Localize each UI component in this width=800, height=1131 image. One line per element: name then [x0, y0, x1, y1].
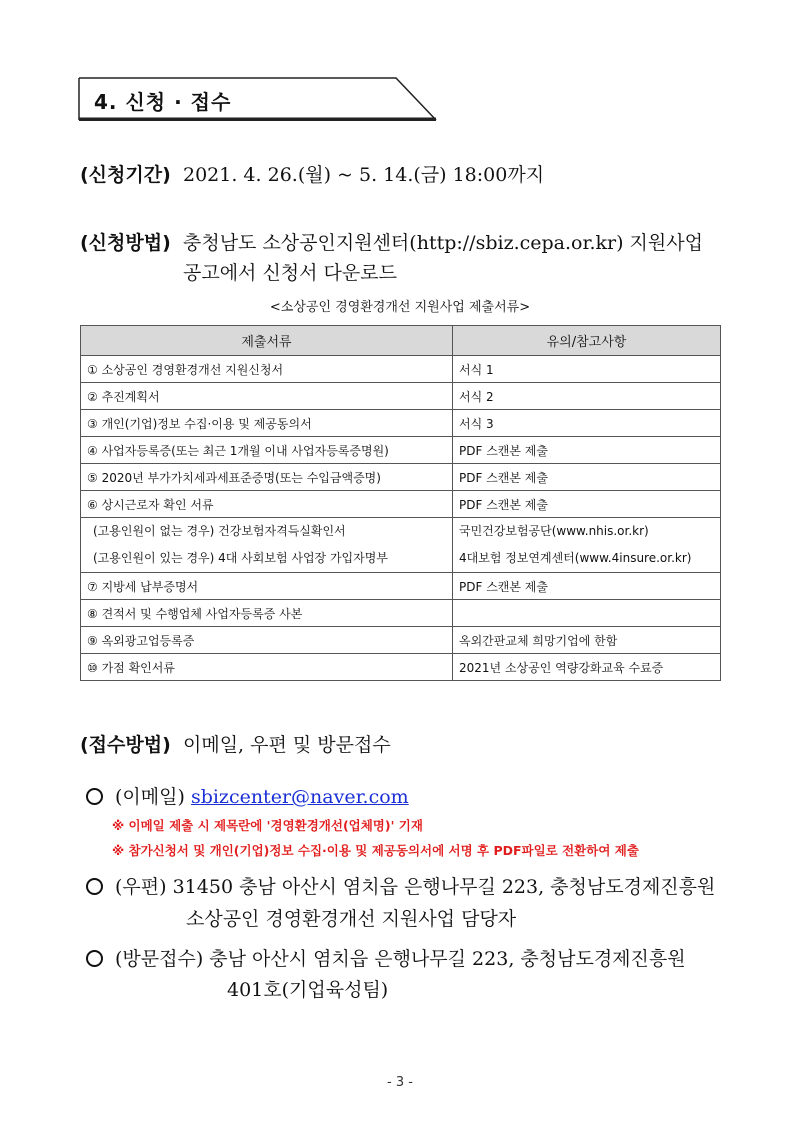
table-row [81, 437, 721, 464]
email-label: (이메일) [115, 786, 185, 808]
email-note-1: ※ 이메일 제출 시 제목란에 '경영환경개선(업체명)' 기재 [112, 818, 423, 833]
doc-cell: ⑥ 상시근로자 확인 서류 [81, 491, 453, 518]
page-number: - 3 - [387, 1075, 413, 1090]
doc-cell-multiline [81, 518, 453, 573]
table-header-row [81, 326, 721, 356]
table-row [81, 356, 721, 383]
visit-line2: 401호(기업육성팀) [227, 979, 389, 1001]
doc-cell: ④ 사업자등록증(또는 최근 1개월 이내 사업자등록증명원) [81, 437, 453, 464]
note-cell: 2021년 소상공인 역량강화교육 수료증 [453, 654, 721, 681]
doc-cell: ⑦ 지방세 납부증명서 [81, 573, 453, 600]
note-cell: PDF 스캔본 제출 [453, 573, 721, 600]
table-row [81, 464, 721, 491]
mail-label: (우편) [115, 876, 167, 898]
email-link[interactable]: sbizcenter@naver.com [190, 786, 409, 808]
period-label: (신청기간) [80, 164, 171, 186]
header-docs: 제출서류 [81, 326, 453, 356]
note-cell: 서식 1 [453, 356, 721, 383]
visit-label: (방문접수) [115, 948, 204, 970]
doc-cell: ① 소상공인 경영환경개선 지원신청서 [81, 356, 453, 383]
note-cell: 서식 2 [453, 383, 721, 410]
documents-table [80, 325, 721, 681]
period-text: 2021. 4. 26.(월) ~ 5. 14.(금) 18:00까지 [183, 164, 545, 186]
table-row [81, 491, 721, 518]
doc-cell: ⑤ 2020년 부가가치세과세표준증명(또는 수입금액증명) [81, 464, 453, 491]
doc-cell: ⑩ 가점 확인서류 [81, 654, 453, 681]
header-notes: 유의/참고사항 [453, 326, 721, 356]
table-row [81, 518, 721, 573]
receipt-text: 이메일, 우편 및 방문접수 [183, 734, 391, 756]
email-note-2: ※ 참가신청서 및 개인(기업)정보 수집·이용 및 제공동의서에 서명 후 PDF파일로 전환하여 제출 [112, 843, 639, 858]
note-cell: 서식 3 [453, 410, 721, 437]
note-subline: 국민건강보험공단(www.nhis.or.kr) [459, 524, 649, 538]
doc-cell: ⑧ 견적서 및 수행업체 사업자등록증 사본 [81, 600, 453, 627]
note-cell: PDF 스캔본 제출 [453, 464, 721, 491]
doc-cell: ⑨ 옥외광고업등록증 [81, 627, 453, 654]
circle-bullet-icon [86, 950, 103, 967]
table-row [81, 654, 721, 681]
doc-subline: (고용인원이 없는 경우) 건강보험자격득실확인서 [93, 524, 346, 538]
table-caption: <소상공인 경영환경개선 지원사업 제출서류> [269, 300, 531, 315]
table-row [81, 600, 721, 627]
table-row [81, 410, 721, 437]
doc-cell: ② 추진계획서 [81, 383, 453, 410]
note-cell [453, 600, 721, 627]
mail-line1: 31450 충남 아산시 염치읍 은행나무길 223, 충청남도경제진흥원 [172, 876, 716, 898]
note-cell-multiline [453, 518, 721, 573]
note-cell: PDF 스캔본 제출 [453, 437, 721, 464]
visit-bullet [86, 944, 686, 971]
method-label: (신청방법) [80, 232, 171, 254]
note-cell: 옥외간판교체 희망기업에 한함 [453, 627, 721, 654]
circle-bullet-icon [86, 878, 103, 895]
visit-line1: 충남 아산시 염치읍 은행나무길 223, 충청남도경제진흥원 [209, 948, 686, 970]
mail-bullet [86, 872, 715, 899]
table-row [81, 627, 721, 654]
note-subline: 4대보험 정보연계센터(www.4insure.or.kr) [459, 551, 692, 565]
circle-bullet-icon [86, 788, 103, 805]
section-header [78, 77, 438, 121]
section-title: 4. 신청 · 접수 [94, 90, 232, 114]
email-bullet [86, 782, 409, 809]
doc-cell: ③ 개인(기업)정보 수집·이용 및 제공동의서 [81, 410, 453, 437]
method-line1: 충청남도 소상공인지원센터(http://sbiz.cepa.or.kr) 지원사업 [183, 232, 703, 254]
table-row [81, 573, 721, 600]
note-cell: PDF 스캔본 제출 [453, 491, 721, 518]
receipt-label: (접수방법) [80, 734, 171, 756]
mail-line2: 소상공인 경영환경개선 지원사업 담당자 [186, 908, 517, 930]
doc-subline: (고용인원이 있는 경우) 4대 사회보험 사업장 가입자명부 [93, 551, 388, 565]
table-row [81, 383, 721, 410]
method-line2: 공고에서 신청서 다운로드 [183, 262, 397, 284]
